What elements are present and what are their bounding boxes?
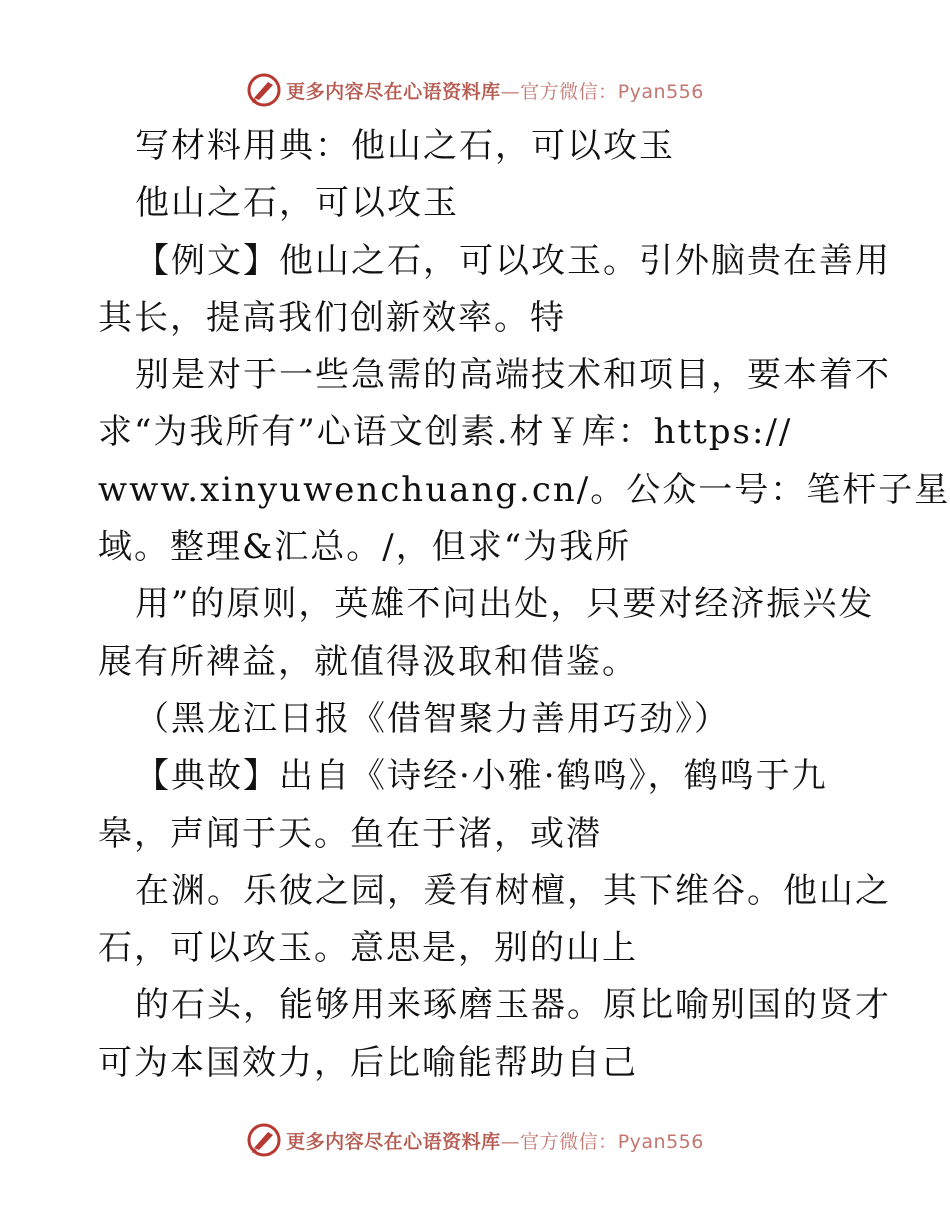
- text-line: 在渊。乐彼之园，爰有树檀，其下维谷。他山之: [135, 870, 891, 911]
- text-line: 求“为我所有”心语文创素.材￥库：https://: [98, 412, 793, 453]
- text-line: 域。整理&汇总。/，但求“为我所: [98, 527, 632, 568]
- page-footer-watermark: [0, 1120, 950, 1160]
- header-wechat-label: 官方微信：: [520, 80, 618, 103]
- text-line: 石，可以攻玉。意思是，别的山上: [98, 928, 638, 969]
- text-line: 用”的原则，英雄不问出处，只要对经济振兴发: [135, 584, 875, 625]
- footer-handle: Pyan556: [617, 1130, 704, 1153]
- footer-separator: —: [500, 1130, 521, 1153]
- page-header-watermark: [0, 70, 950, 110]
- text-line: www.xinyuwenchuang.cn/。公众一号：笔杆子星: [98, 469, 950, 510]
- text-line: （黑龙江日报《借智聚力善用巧劲》）: [135, 698, 730, 739]
- pen-logo-icon: [246, 1122, 282, 1158]
- text-line: 【典故】出自《诗经·小雅·鹤鸣》，鹤鸣于九: [135, 756, 828, 797]
- text-line: 可为本国效力，后比喻能帮助自己: [98, 1042, 638, 1083]
- header-handle: Pyan556: [617, 80, 704, 103]
- text-line: 写材料用典：他山之石，可以攻玉: [135, 126, 675, 166]
- footer-wechat-label: 官方微信：: [520, 1130, 618, 1153]
- text-line: 展有所裨益，就值得汲取和借鉴。: [98, 641, 638, 682]
- text-line: 他山之石，可以攻玉: [135, 183, 459, 224]
- header-text: 更多内容尽在心语资料库: [286, 80, 501, 103]
- text-line: 【例文】他山之石，可以攻玉。引外脑贵在善用: [135, 240, 891, 281]
- footer-brand-text: [286, 1127, 704, 1154]
- header-separator: —: [500, 80, 521, 103]
- text-line: 皋，声闻于天。鱼在于渚，或潜: [98, 813, 602, 854]
- text-line: 的石头，能够用来琢磨玉器。原比喻别国的贤才: [135, 985, 891, 1026]
- footer-text: 更多内容尽在心语资料库: [286, 1130, 501, 1153]
- header-brand-text: [286, 77, 704, 104]
- pen-logo-icon: [246, 72, 282, 108]
- text-line: 其长，提高我们创新效率。特: [98, 297, 566, 338]
- document-body: [98, 118, 950, 1092]
- text-line: 别是对于一些急需的高端技术和项目，要本着不: [135, 355, 891, 396]
